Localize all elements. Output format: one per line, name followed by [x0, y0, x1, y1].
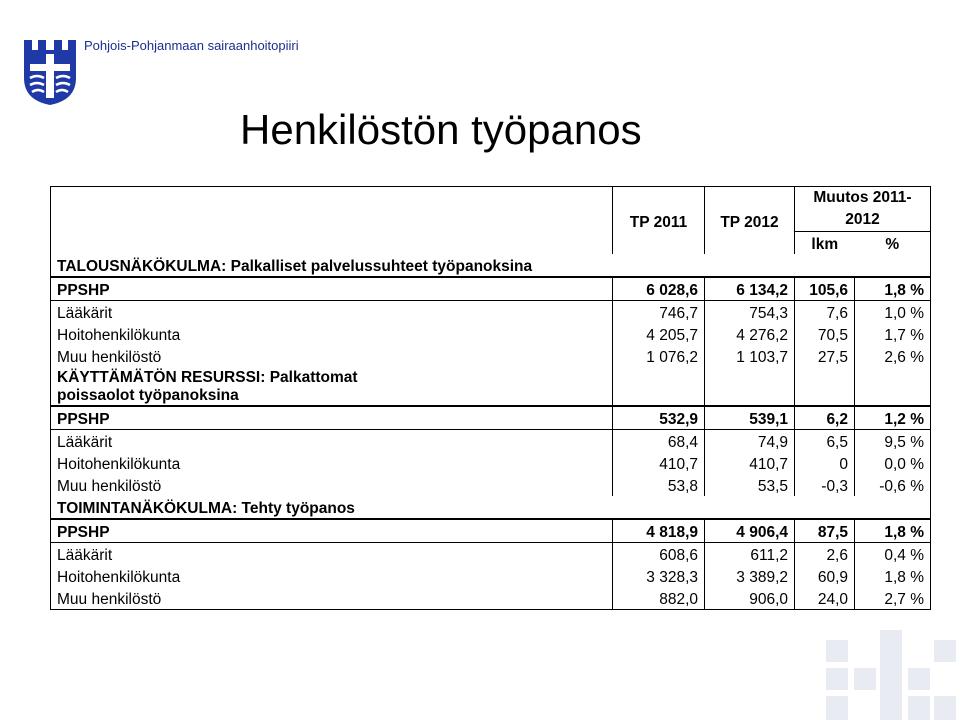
cell-tp2011: 6 028,6 — [613, 277, 705, 301]
row-label: Muu henkilöstö — [51, 345, 613, 367]
row-label: Muu henkilöstö — [51, 587, 613, 610]
row-label: Hoitohenkilökunta — [51, 323, 613, 345]
column-header-muutos: Muutos 2011-2012 — [795, 187, 931, 232]
table-row — [51, 543, 931, 566]
cell-tp2011: 882,0 — [613, 587, 705, 610]
cell-pct: 2,7 % — [855, 587, 931, 610]
cell-lkm: 60,9 — [795, 565, 855, 587]
cell-tp2012: 3 389,2 — [705, 565, 795, 587]
section-heading-row — [51, 254, 931, 277]
cell-lkm: 6,5 — [795, 430, 855, 453]
cell-tp2011: 68,4 — [613, 430, 705, 453]
cell-pct: 0,4 % — [855, 543, 931, 566]
column-header-lkm: lkm — [795, 232, 855, 255]
table-row — [51, 430, 931, 453]
cell-pct: 2,6 % — [855, 345, 931, 367]
cell-lkm: 27,5 — [795, 345, 855, 367]
cell-pct: -0,6 % — [855, 474, 931, 496]
workforce-table — [50, 186, 931, 610]
cell-lkm: 70,5 — [795, 323, 855, 345]
page-title: Henkilöstön työpanos — [240, 106, 642, 153]
cell-tp2012: 906,0 — [705, 587, 795, 610]
cell-pct: 1,8 % — [855, 519, 931, 543]
header-row — [51, 187, 931, 232]
table-row — [51, 301, 931, 324]
table-row — [51, 452, 931, 474]
section-heading-row — [51, 367, 931, 406]
cell-tp2011: 3 328,3 — [613, 565, 705, 587]
cell-tp2011: 410,7 — [613, 452, 705, 474]
total-row — [51, 519, 931, 543]
cell-tp2011: 53,8 — [613, 474, 705, 496]
table-row — [51, 587, 931, 610]
cell-tp2012: 4 276,2 — [705, 323, 795, 345]
section-heading-row — [51, 496, 931, 519]
cell-tp2012: 4 906,4 — [705, 519, 795, 543]
cell-pct: 1,8 % — [855, 565, 931, 587]
cell-tp2011: 4 205,7 — [613, 323, 705, 345]
cell-tp2012: 754,3 — [705, 301, 795, 324]
cell-tp2011: 532,9 — [613, 406, 705, 430]
row-label: Muu henkilöstö — [51, 474, 613, 496]
organization-name: Pohjois-Pohjanmaan sairaanhoitopiiri — [84, 38, 299, 53]
column-header-tp2012: TP 2012 — [705, 187, 795, 232]
subheader-row — [51, 232, 931, 255]
cell-lkm: 87,5 — [795, 519, 855, 543]
cell-lkm: -0,3 — [795, 474, 855, 496]
cell-lkm: 24,0 — [795, 587, 855, 610]
row-label: Lääkärit — [51, 543, 613, 566]
cell-pct: 1,7 % — [855, 323, 931, 345]
cell-lkm: 105,6 — [795, 277, 855, 301]
cell-lkm: 0 — [795, 452, 855, 474]
cell-tp2012: 410,7 — [705, 452, 795, 474]
cell-lkm: 2,6 — [795, 543, 855, 566]
row-label: PPSHP — [51, 277, 613, 301]
row-label: Hoitohenkilökunta — [51, 452, 613, 474]
cell-tp2012: 539,1 — [705, 406, 795, 430]
cell-tp2012: 6 134,2 — [705, 277, 795, 301]
cross-pattern-watermark-icon — [818, 620, 960, 720]
cell-lkm: 6,2 — [795, 406, 855, 430]
cell-tp2011: 1 076,2 — [613, 345, 705, 367]
cell-tp2012: 53,5 — [705, 474, 795, 496]
total-row — [51, 406, 931, 430]
cell-pct: 9,5 % — [855, 430, 931, 453]
total-row — [51, 277, 931, 301]
section-heading: KÄYTTÄMÄTÖN RESURSSI: Palkattomat poissaolot työpanoksina — [51, 367, 613, 406]
cell-tp2011: 608,6 — [613, 543, 705, 566]
cell-pct: 1,8 % — [855, 277, 931, 301]
cell-tp2011: 4 818,9 — [613, 519, 705, 543]
cell-pct: 0,0 % — [855, 452, 931, 474]
section-heading: TOIMINTANÄKÖKULMA: Tehty työpanos — [51, 496, 931, 519]
cell-tp2011: 746,7 — [613, 301, 705, 324]
row-label: Lääkärit — [51, 430, 613, 453]
cell-lkm: 7,6 — [795, 301, 855, 324]
table-row — [51, 474, 931, 496]
column-header-tp2011: TP 2011 — [613, 187, 705, 232]
table-row — [51, 345, 931, 367]
row-label: Hoitohenkilökunta — [51, 565, 613, 587]
cell-tp2012: 611,2 — [705, 543, 795, 566]
cell-tp2012: 74,9 — [705, 430, 795, 453]
crest-logo-icon — [22, 38, 78, 106]
table-row — [51, 323, 931, 345]
cell-tp2012: 1 103,7 — [705, 345, 795, 367]
cell-pct: 1,2 % — [855, 406, 931, 430]
row-label: PPSHP — [51, 406, 613, 430]
row-label: PPSHP — [51, 519, 613, 543]
cell-pct: 1,0 % — [855, 301, 931, 324]
row-label: Lääkärit — [51, 301, 613, 324]
column-header-pct: % — [855, 232, 931, 255]
table-row — [51, 565, 931, 587]
section-heading: TALOUSNÄKÖKULMA: Palkalliset palvelussuhteet työpanoksina — [51, 254, 931, 277]
